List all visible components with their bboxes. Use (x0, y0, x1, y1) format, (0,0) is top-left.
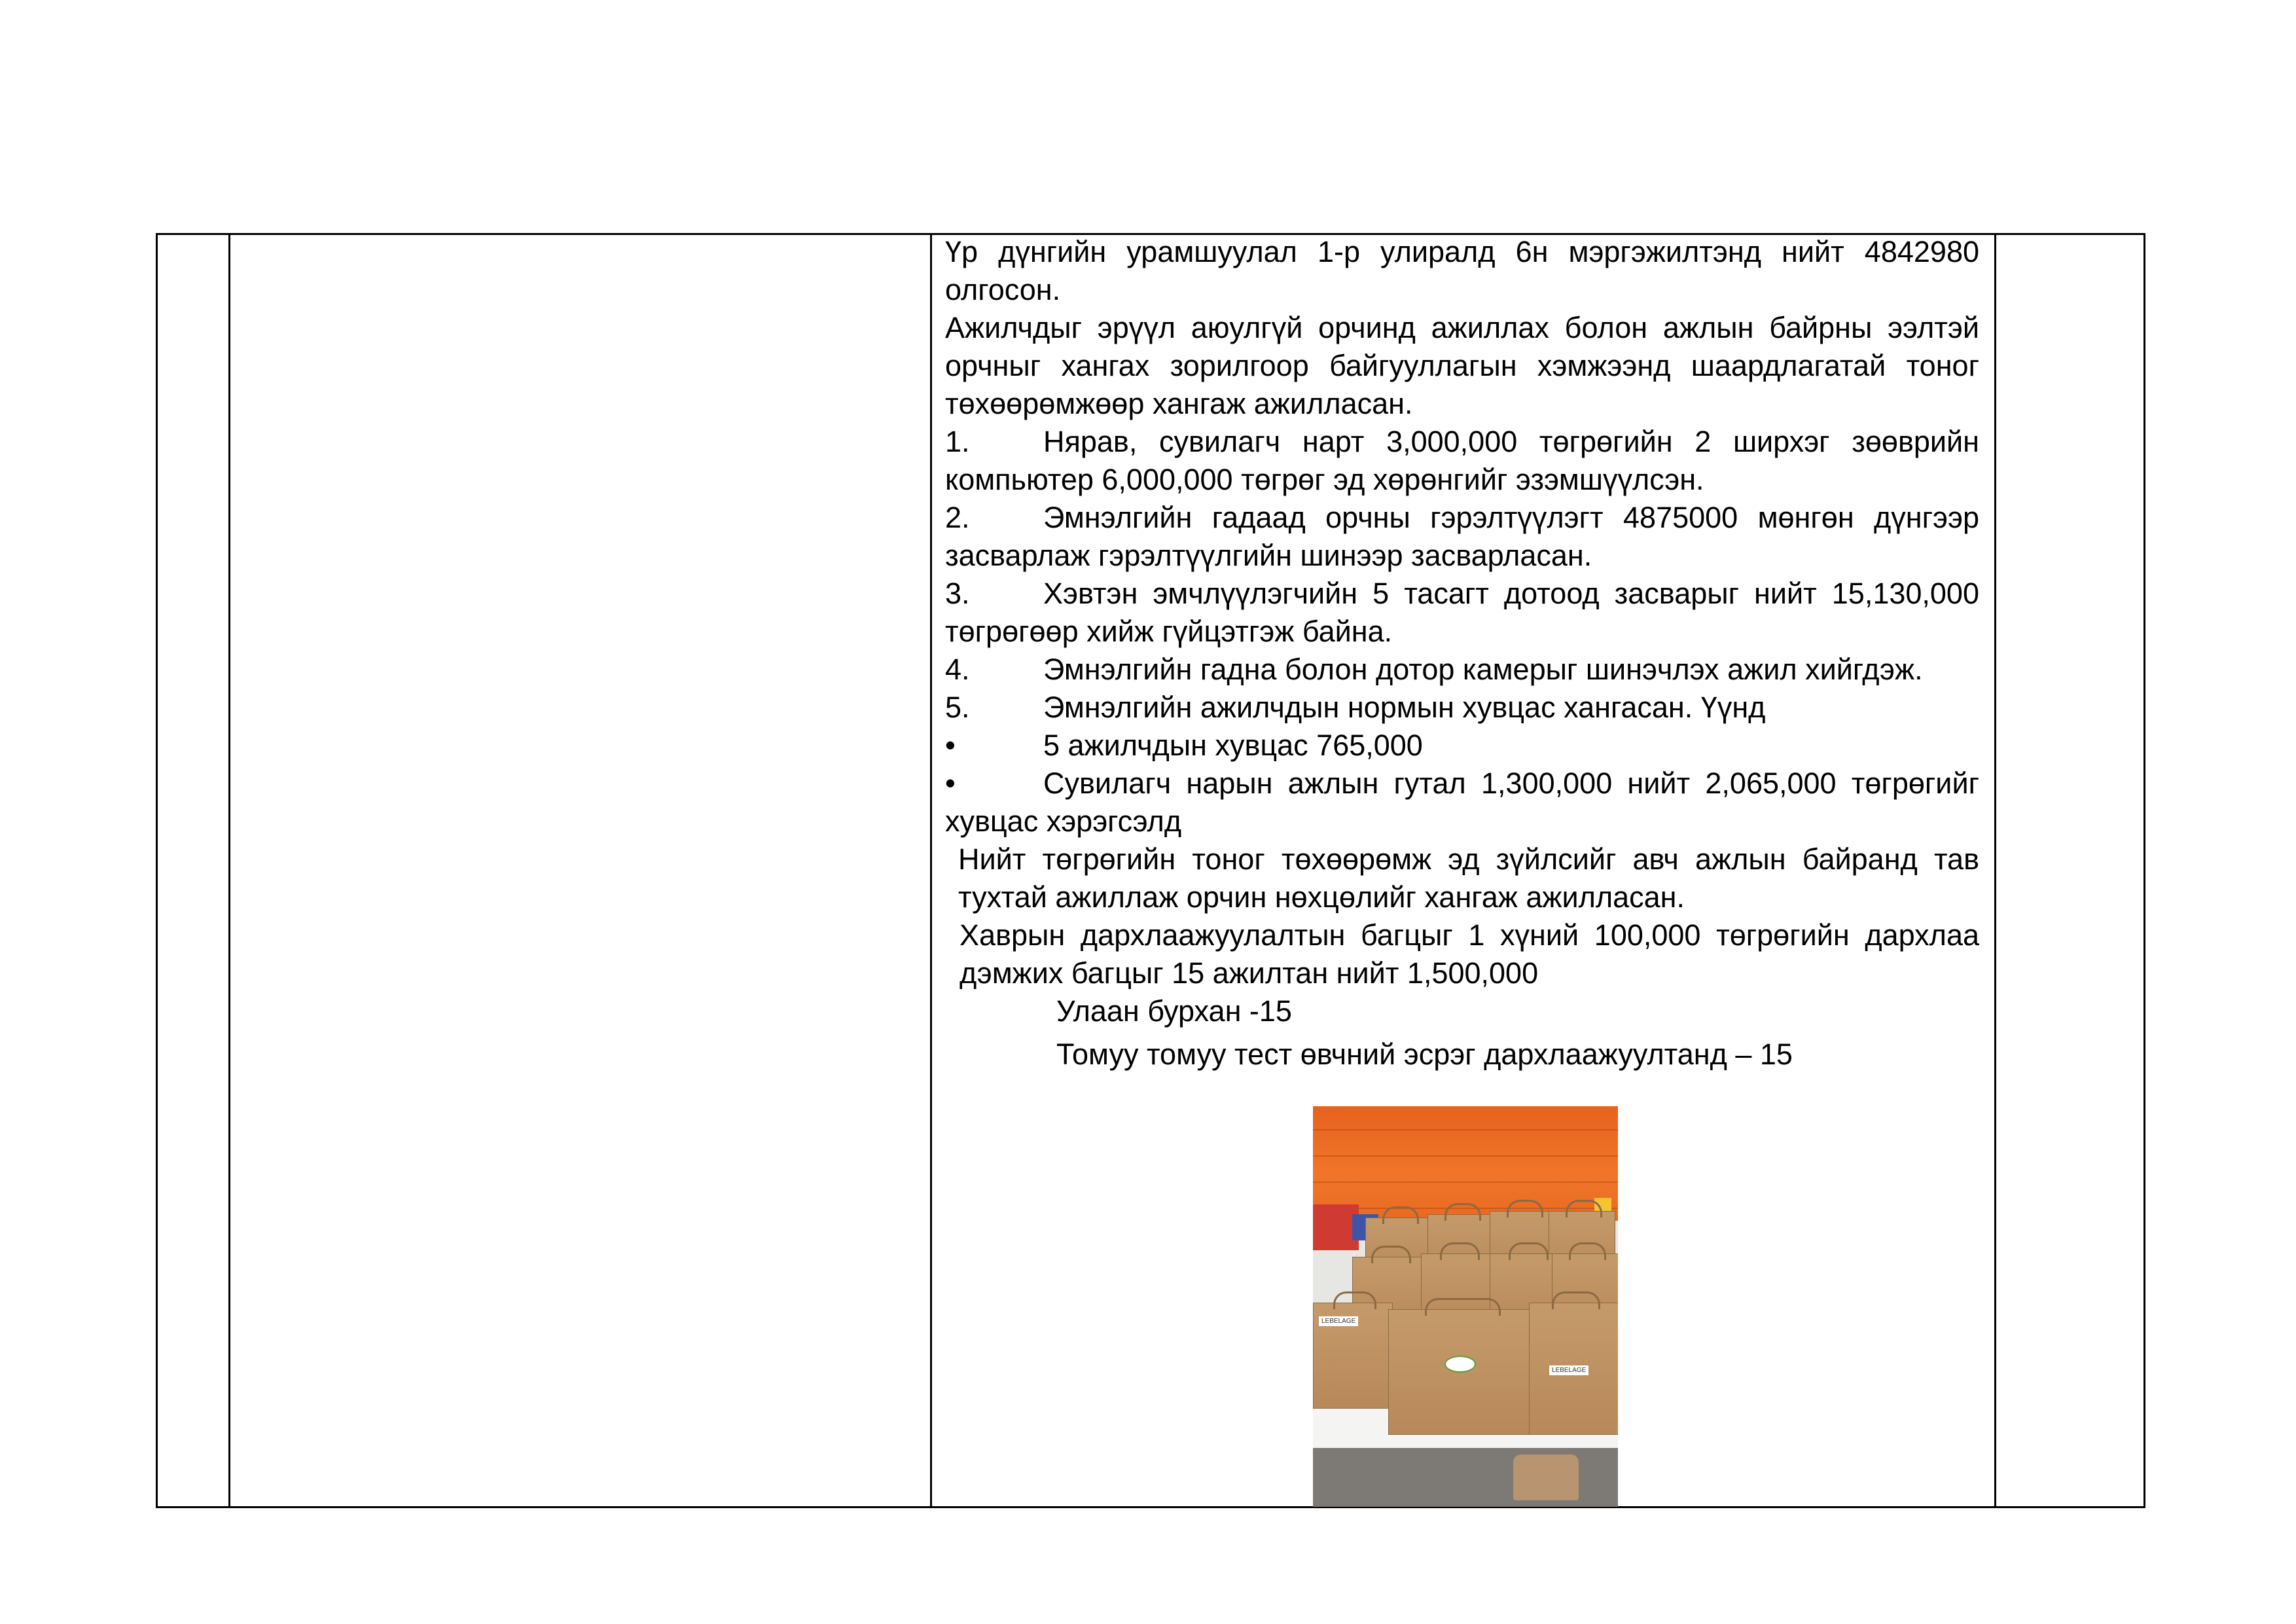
workplace-paragraph: Ажилчдыг эрүүл аюулгүй орчинд ажиллах болон ажлын байрны ээлтэй орчныг хангах зорилгоор байгууллагын хэмжээнд шаардлагатай тоног төхөөрөмжөөр хангаж ажилласан. (945, 311, 1979, 420)
gift-bag (1529, 1303, 1618, 1435)
item-number: 1. (945, 425, 970, 458)
numbered-item (945, 423, 1979, 499)
bag-label: LEBELAGE (1319, 1316, 1358, 1326)
bag-logo (1444, 1356, 1476, 1373)
bullet-mark: • (945, 767, 956, 800)
item-text: Нярав, сувилагч нарт 3,000,000 төгрөгийн 2 ширхэг зөөврийн компьютер 6,000,000 төгрөг эд хөрөнгийг эзэмшүүлсэн. (945, 425, 1979, 496)
numbered-item (945, 575, 1979, 651)
bullet-item (945, 727, 1979, 765)
gift-bag (1313, 1303, 1393, 1409)
column-divider-2 (930, 235, 932, 1506)
bag-label: LEBELAGE (1549, 1365, 1588, 1375)
bullet-text: Сувилагч нарын ажлын гутал 1,300,000 нийт 2,065,000 төгрөгийг хувцас хэрэгсэлд (945, 767, 1979, 838)
gift-bags-photo (1313, 1106, 1618, 1507)
item-text: Эмнэлгийн гадна болон дотор камерыг шинэчлэх ажил хийгдэж. (1043, 653, 1923, 686)
item-number: 5. (945, 691, 970, 724)
item-number: 2. (945, 501, 970, 534)
numbered-item (945, 499, 1979, 575)
item-text: Эмнэлгийн гадаад орчны гэрэлтүүлэгт 4875000 мөнгөн дүнгээр засварлаж гэрэлтүүлгийн шинээр засварласан. (945, 501, 1979, 572)
stool (1513, 1454, 1579, 1500)
bullet-text: 5 ажилчдын хувцас 765,000 (1043, 729, 1423, 762)
column-divider-3 (1994, 235, 1996, 1506)
numbered-item (945, 689, 1979, 727)
item-text: Эмнэлгийн ажилчдын нормын хувцас хангасан. Үүнд (1043, 691, 1766, 724)
numbered-item (945, 651, 1979, 689)
bullet-item (945, 765, 1979, 840)
bullet-mark: • (945, 729, 956, 762)
column-divider-1 (228, 235, 230, 1506)
vaccine-paragraph: Хаврын дархлаажуулалтын багцыг 1 хүний 100,000 төгрөгийн дархлаа дэмжих багцыг 15 ажилтан нийт 1,500,000 (960, 918, 1979, 990)
item-number: 3. (945, 577, 970, 610)
item-number: 4. (945, 653, 970, 686)
gift-bag (1388, 1309, 1534, 1435)
item-text: Хэвтэн эмчлүүлэгчийн 5 тасагт дотоод засварыг нийт 15,130,000 төгрөгөөр хийж гүйцэтгэж байна. (945, 577, 1979, 648)
summary-paragraph: Нийт төгрөгийн тоног төхөөрөмж эд зүйлсийг авч ажлын байранд тав тухтай ажиллаж орчин нөхцөлийг хангаж ажилласан. (958, 842, 1979, 914)
measles-line: Улаан бурхан -15 (1056, 994, 1292, 1028)
bonus-paragraph: Үр дүнгийн урамшуулал 1-р улиралд 6н мэргэжилтэнд нийт 4842980 олгосон. (945, 235, 1979, 306)
results-cell (945, 233, 1979, 1074)
influenza-line: Томуу томуу тест өвчний эсрэг дархлаажуултанд – 15 (1056, 1038, 1793, 1071)
